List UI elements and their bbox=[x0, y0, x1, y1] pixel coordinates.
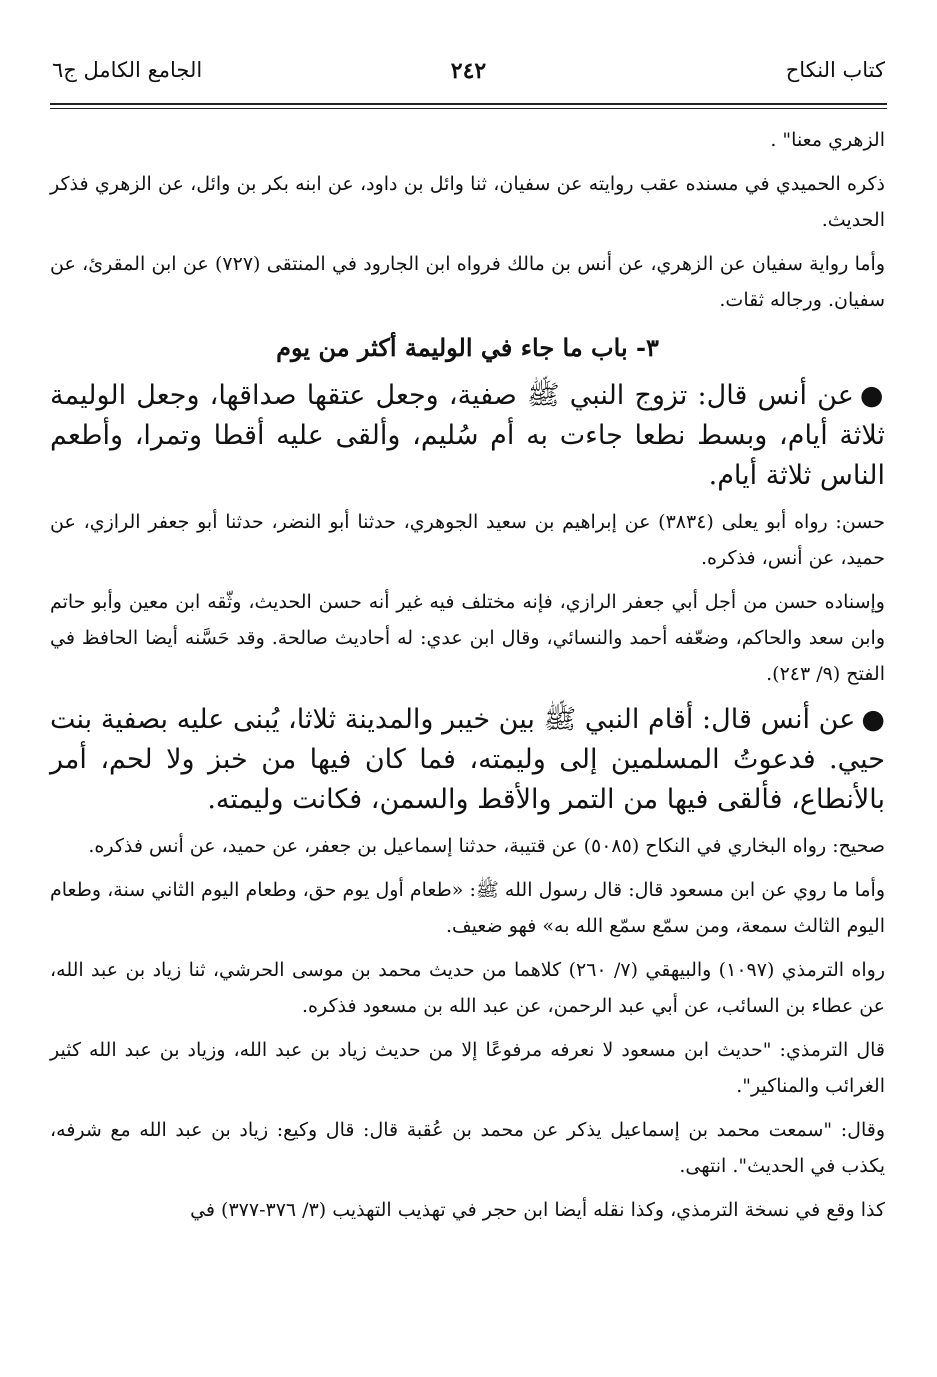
page-number: ٢٤٢ bbox=[450, 58, 487, 84]
chapter-title: كتاب النكاح bbox=[785, 58, 885, 82]
bullet-icon: ● bbox=[861, 704, 885, 735]
paragraph-text: رواه الترمذي (١٠٩٧) والبيهقي (٧/ ٢٦٠) كلاهما من حديث محمد بن موسى الحرشي، ثنا زياد بن عبد الله، عن عطاء بن السائب، عن أبي عبد الرحمن، عن عبد الله بن مسعود فذكره. bbox=[50, 959, 885, 1017]
paragraph-text: وأما رواية سفيان عن الزهري، عن أنس بن مالك فرواه ابن الجارود في المنتقى (٧٢٧) عن ابن المقرئ، عن سفيان. ورجاله ثقات. bbox=[50, 253, 885, 311]
paragraph-text: وأما ما روي عن ابن مسعود قال: قال رسول الله ﷺ: «طعام أول يوم حق، وطعام اليوم الثاني سنة، وطعام اليوم الثالث سمعة، ومن سمّع سمّع الله به» فهو ضعيف. bbox=[50, 879, 885, 937]
paragraph-text: صحيح: رواه البخاري في النكاح (٥٠٨٥) عن قتيبة، حدثنا إسماعيل بن جعفر، عن حميد، عن أنس فذكره. bbox=[88, 835, 885, 857]
page-header bbox=[52, 58, 885, 98]
bullet-icon: ● bbox=[859, 380, 885, 411]
paragraph-text: عن أنس قال: تزوج النبي ﷺ صفية، وجعل عتقها صداقها، وجعل الوليمة ثلاثة أيام، وبسط نطعا جاءت به أم سُليم، وألقى عليه أقطا وتمرا، وأطعم الناس ثلاثة أيام. bbox=[50, 380, 885, 491]
paragraph-text: عن أنس قال: أقام النبي ﷺ بين خيبر والمدينة ثلاثا، يُبنى عليه بصفية بنت حيي. فدعوتُ المسلمين إلى وليمته، فما كان فيها من خبز ولا لحم، أمر بالأنطاع، فألقى فيها من التمر والأقط والسمن، فكانت وليمته. bbox=[50, 704, 885, 815]
paragraph-text: الزهري معنا" . bbox=[770, 129, 885, 151]
header-rule-thin bbox=[50, 108, 887, 109]
chapter-heading bbox=[50, 326, 885, 370]
hadith-text bbox=[50, 376, 885, 496]
paragraph-text: ٣- باب ما جاء في الوليمة أكثر من يوم bbox=[276, 333, 659, 362]
commentary-paragraph bbox=[50, 246, 885, 318]
paragraph-text: قال الترمذي: "حديث ابن مسعود لا نعرفه مرفوعًا إلا من حديث زياد بن عبد الله، وزياد بن عبد الله كثير الغرائب والمناكير". bbox=[50, 1039, 885, 1097]
paragraph-text: حسن: رواه أبو يعلى (٣٨٣٤) عن إبراهيم بن سعيد الجوهري، حدثنا أبو النضر، حدثنا أبو جعفر الرازي، عن حميد، عن أنس، فذكره. bbox=[50, 511, 885, 569]
paragraph-text: وقال: "سمعت محمد بن إسماعيل يذكر عن محمد بن عُقبة قال: قال وكيع: زياد بن عبد الله مع شرفه، يكذب في الحديث". انتهى. bbox=[50, 1119, 885, 1177]
commentary-paragraph bbox=[50, 1032, 885, 1104]
page-body bbox=[50, 122, 885, 1236]
header-rule-thick bbox=[50, 103, 887, 105]
commentary-paragraph bbox=[50, 504, 885, 576]
paragraph-text: وإسناده حسن من أجل أبي جعفر الرازي، فإنه مختلف فيه غير أنه حسن الحديث، وثّقه ابن معين وأبو حاتم وابن سعد والحاكم، وضعّفه أحمد والنسائي، وقال ابن عدي: له أحاديث صالحة. وقد حَسَّنه أيضا الحافظ في الفتح (٩/ ٢٤٣). bbox=[50, 591, 885, 685]
commentary-paragraph bbox=[50, 1192, 885, 1228]
commentary-paragraph bbox=[50, 1112, 885, 1184]
commentary-paragraph bbox=[50, 166, 885, 238]
commentary-paragraph bbox=[50, 952, 885, 1024]
paragraph-text: كذا وقع في نسخة الترمذي، وكذا نقله أيضا ابن حجر في تهذيب التهذيب (٣/ ٣٧٦-٣٧٧) في bbox=[190, 1199, 885, 1221]
book-title: الجامع الكامل ج٦ bbox=[52, 58, 203, 82]
hadith-text bbox=[50, 700, 885, 820]
commentary-paragraph bbox=[50, 584, 885, 692]
commentary-paragraph bbox=[50, 872, 885, 944]
paragraph-text: ذكره الحميدي في مسنده عقب روايته عن سفيان، ثنا وائل بن داود، عن ابنه بكر بن وائل، عن الزهري فذكر الحديث. bbox=[50, 173, 885, 231]
commentary-paragraph bbox=[50, 122, 885, 158]
commentary-paragraph bbox=[50, 828, 885, 864]
